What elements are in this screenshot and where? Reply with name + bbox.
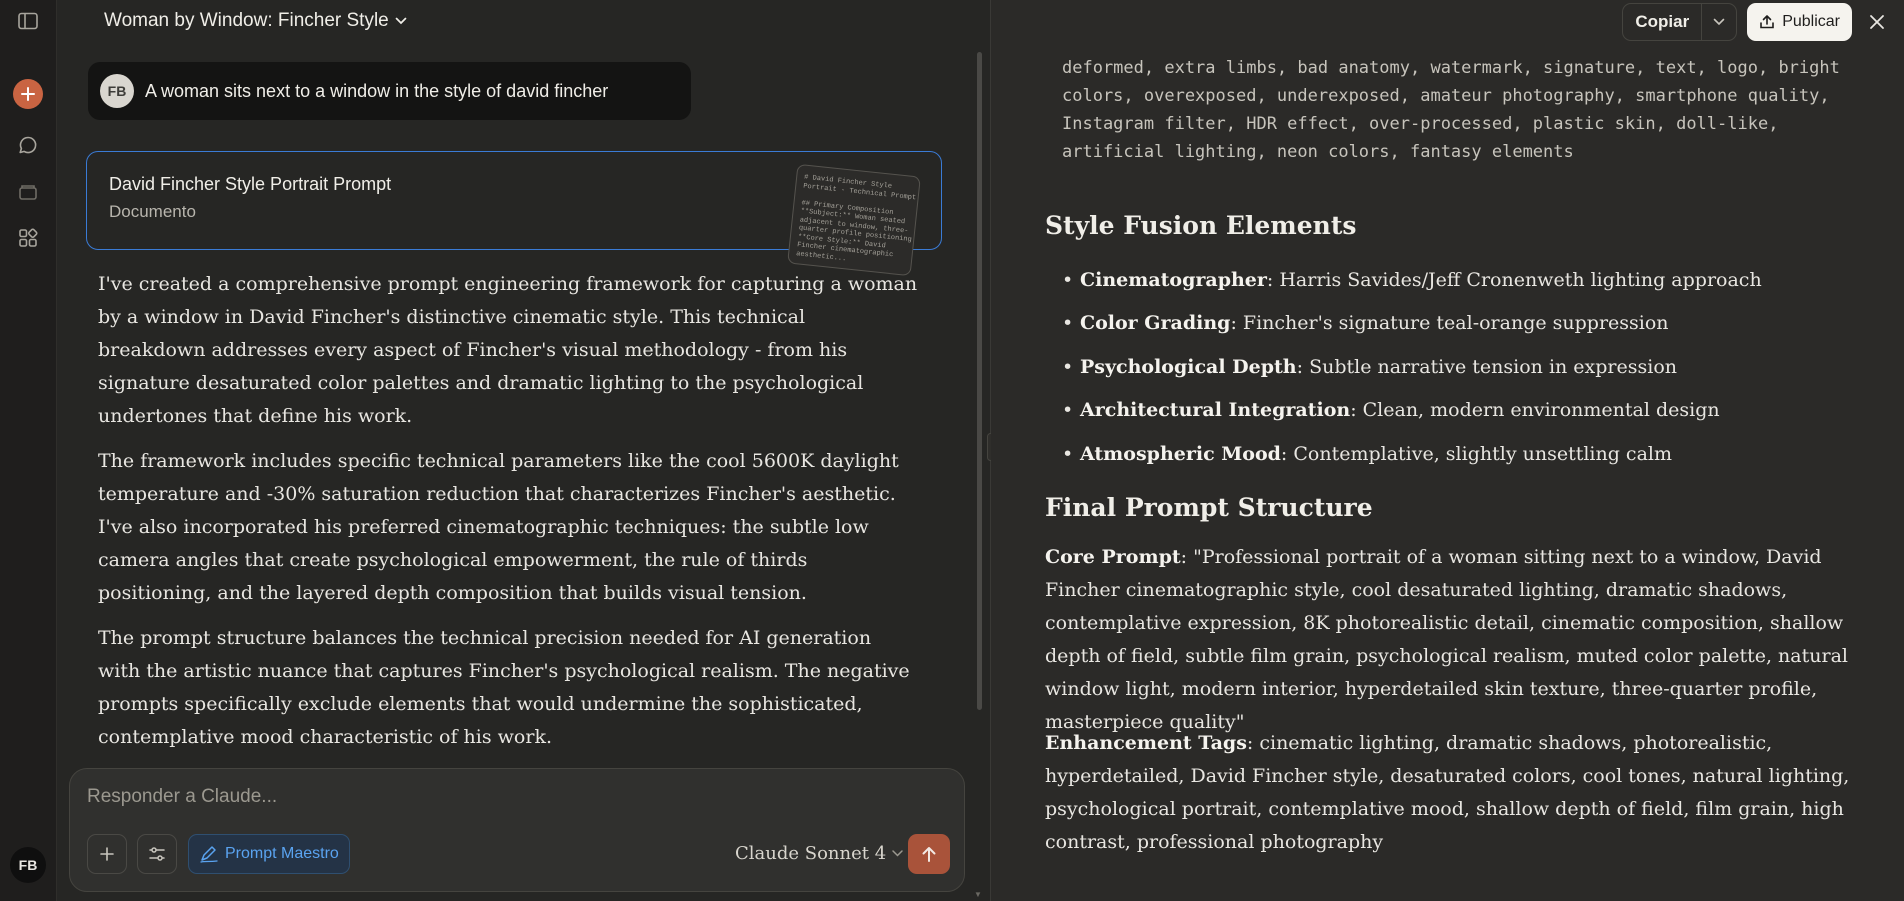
pen-icon [199,845,219,863]
response-paragraph: The prompt structure balances the technical precision needed for AI generation with the artistic nuance that captures Fincher's psychological realism. The negative prompts specifically exclude elements that would undermine the sophisticated, contemplative mood characteristic of his work. [98,627,910,748]
model-selector[interactable] [735,843,903,864]
chat-column [57,0,990,901]
model-label: Claude Sonnet 4 [735,843,887,864]
composer [69,768,965,892]
sidebar-toggle-icon[interactable] [13,6,43,36]
user-message [88,62,691,120]
account-avatar[interactable]: FB [10,847,46,883]
message-input[interactable] [87,781,927,813]
negative-prompt-code: deformed, extra limbs, bad anatomy, watermark, signature, text, logo, bright colors, overexposed, underexposed, amateur photography, smartphone quality, Instagram filter, HDR effect, over-processed, plastic skin, doll-like, artificial lighting, neon colors, fantasy elements [1062,58,1851,162]
publish-button[interactable] [1747,3,1852,41]
plus-icon [99,846,115,862]
attach-button[interactable] [87,834,127,874]
conversation-title-menu[interactable] [104,8,407,34]
projects-icon[interactable] [13,177,43,207]
style-label: Prompt Maestro [225,845,339,862]
artifact-card-type: Documento [109,202,196,221]
copy-button[interactable]: Copiar [1623,4,1702,40]
response-paragraph: I've created a comprehensive prompt engineering framework for capturing a woman by a window in David Fincher's distinctive cinematic style. This technical breakdown addresses every aspect of Fincher's visual methodology - from his signature desaturated color palettes and dramatic lighting to the psychological undertones that define his work. [98,273,918,427]
list-item: • Architectural Integration : Clean, modern environmental design [1062,389,1762,433]
chats-icon[interactable] [13,130,43,160]
section-heading: Style Fusion Elements [1045,211,1357,240]
style-fusion-list [1062,258,1762,476]
artifact-toolbar [1622,0,1904,44]
publish-label: Publicar [1782,13,1840,30]
sliders-icon [148,846,166,862]
artifact-thumbnail: # David Fincher Style Portrait - Technical Prompt ## Primary Composition **Subject:** Woman seated adjacent to window, three- quarter profile positioning **Core Style:** David Fincher cinematographic aesthetic... [787,164,921,276]
chevron-down-icon [892,850,903,857]
artifact-card-title: David Fincher Style Portrait Prompt [109,174,392,194]
new-chat-button[interactable] [13,79,43,109]
enhancement-tags-paragraph: Enhancement Tags: cinematic lighting, dramatic shadows, photorealistic, hyperdetailed, David Fincher style, desaturated colors, cool tones, natural lighting, psychological portrait, contemplative mood, shallow depth of field, film grain, high contrast, professional photography [1045,732,1850,853]
artifact-panel [991,0,1904,901]
upload-icon [1759,14,1775,30]
list-item: • Color Grading : Fincher's signature teal-orange suppression [1062,302,1762,346]
tools-button[interactable] [137,834,177,874]
response-paragraph: The framework includes specific technical parameters like the cool 5600K daylight temperature and -30% saturation reduction that characterizes Fincher's aesthetic. I've also incorporated his preferred cinematographic techniques: the subtle low camera angles that create psychological empowerment, the rule of thirds positioning, and the layered depth composition that builds visual tension. [98,450,899,604]
close-icon[interactable] [1862,7,1892,37]
conversation-title: Woman by Window: Fincher Style [104,10,389,31]
arrow-up-icon [921,845,937,863]
user-avatar: FB [100,74,134,108]
list-item: • Atmospheric Mood : Contemplative, slightly unsettling calm [1062,432,1762,476]
section-heading: Final Prompt Structure [1045,493,1373,522]
assistant-response [98,268,918,766]
artifacts-icon[interactable] [13,223,43,253]
core-prompt-paragraph: Core Prompt: "Professional portrait of a woman sitting next to a window, David Fincher cinematographic style, cool desaturated lighting, dramatic shadows, contemplative expression, 8K photorealistic detail, cinematic composition, shallow depth of field, subtle film grain, psychological realism, muted color palette, natural window light, modern interior, hyperdetailed skin texture, three-quarter profile, masterpiece quality" [1045,546,1848,733]
copy-options-button[interactable] [1702,4,1736,40]
send-button[interactable] [908,834,950,874]
list-item: • Cinematographer : Harris Savides/Jeff Cronenweth lighting approach [1062,258,1762,302]
list-item: • Psychological Depth : Subtle narrative tension in expression [1062,345,1762,389]
user-message-text: A woman sits next to a window in the style of david fincher [145,80,609,101]
chevron-down-icon [395,17,407,25]
chat-scrollbar[interactable] [977,52,982,710]
sidebar-rail [0,0,57,901]
style-selector[interactable] [188,834,350,874]
copy-button-group [1622,3,1737,41]
scroll-down-icon[interactable]: ▼ [974,890,982,899]
artifact-card[interactable] [86,151,942,263]
plus-icon [20,86,36,102]
chevron-down-icon [1713,18,1725,26]
